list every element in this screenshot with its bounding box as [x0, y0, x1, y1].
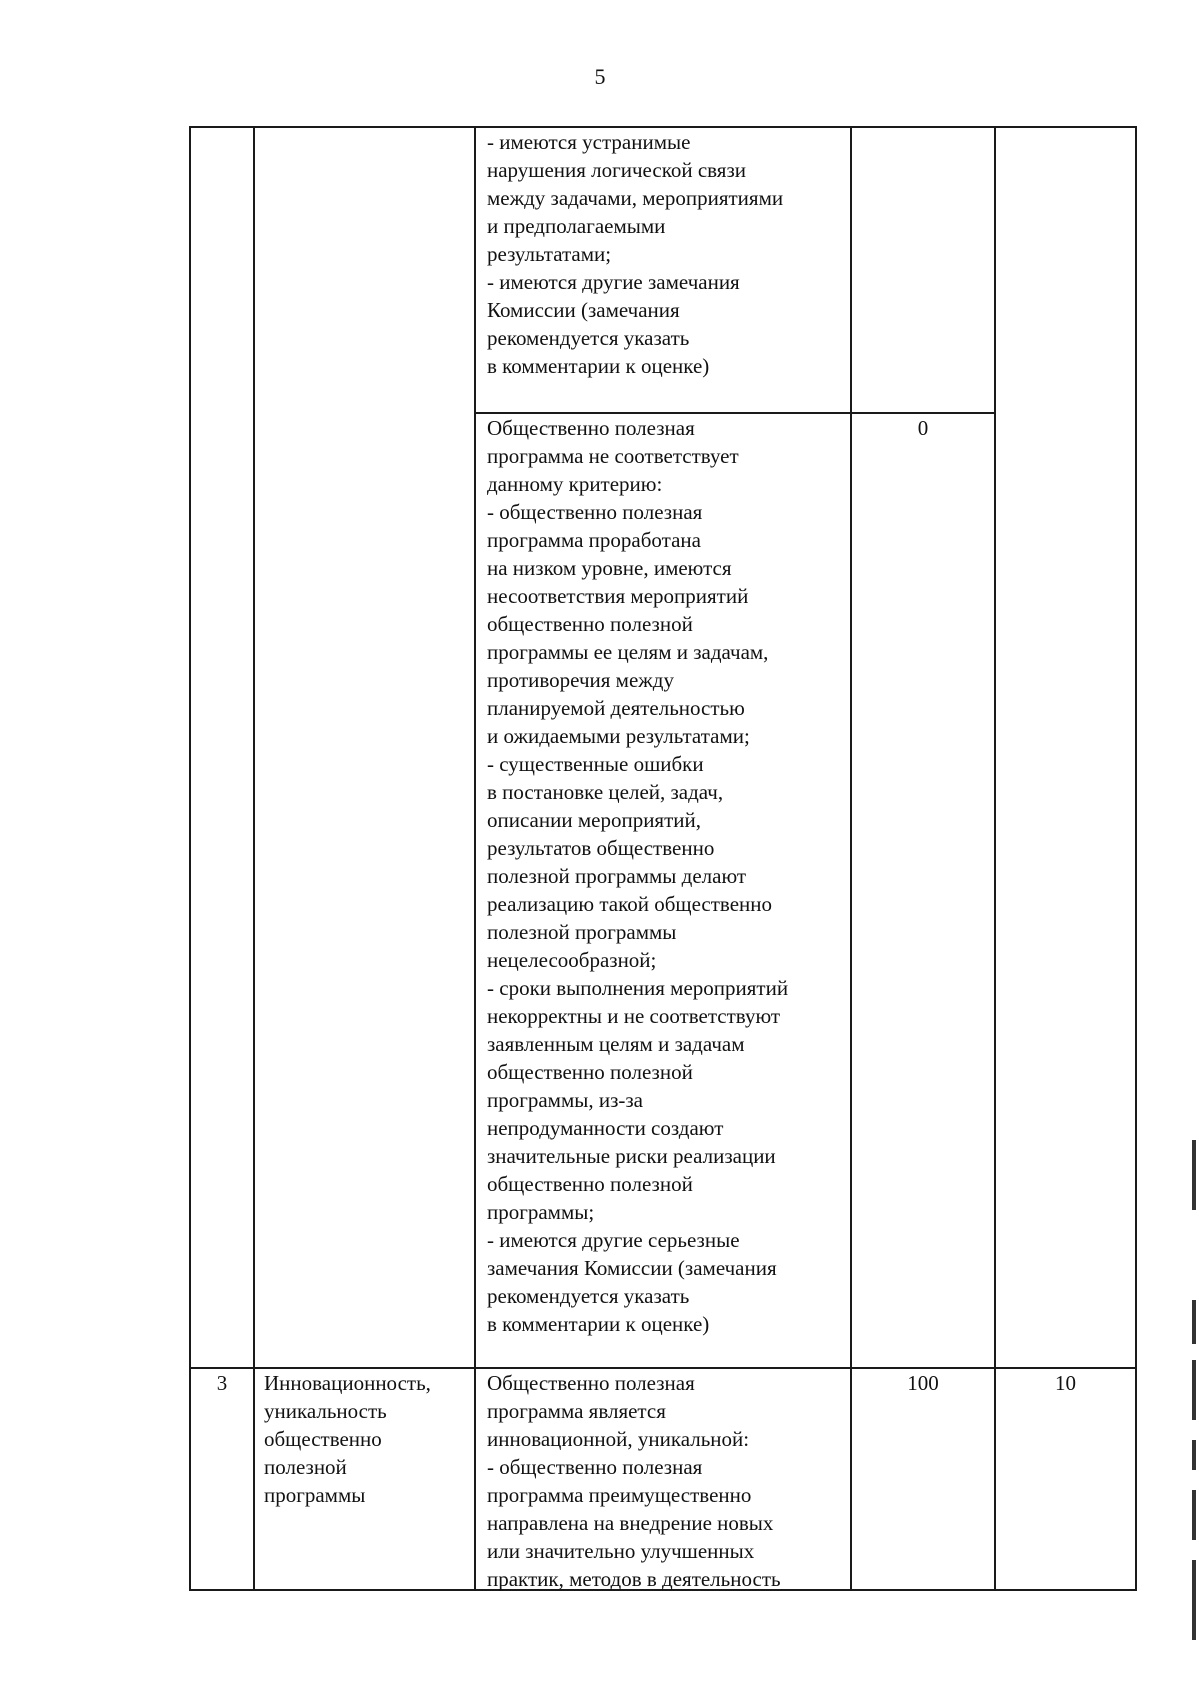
page-number: 5	[594, 64, 606, 89]
scan-edge-mark	[1192, 1360, 1196, 1420]
row-number-cell: 3	[216, 1371, 228, 1395]
score-cell: 100	[907, 1371, 939, 1395]
scan-edge-mark	[1192, 1560, 1196, 1640]
scan-edge-mark	[1192, 1440, 1196, 1470]
scan-edge-mark	[1192, 1300, 1196, 1344]
criterion-text-cell: - имеются устранимые нарушения логической связи между задачами, мероприятиями и предполагаемыми результатами; - имеются другие замечания Комиссии (замечания рекомендуется указать в комментарии к оценке)	[487, 130, 784, 378]
score-cell: 0	[917, 416, 929, 440]
criterion-text-cell: Общественно полезная программа является инновационной, уникальной: - общественно полезная программа преимущественно направлена на внедрение новых или значительно улучшенных практик, методов в деятельность	[487, 1371, 781, 1591]
col-border-2	[253, 126, 255, 1591]
criterion-name-cell: Инновационность, уникальность общественно полезной программы	[264, 1371, 431, 1507]
col-border-3	[474, 126, 476, 1591]
scan-edge-mark	[1192, 1490, 1196, 1540]
scan-edge-mark	[1192, 1140, 1196, 1210]
criterion-text-cell: Общественно полезная программа не соответствует данному критерию: - общественно полезная программа проработана на низком уровне, имеются несоответствия мероприятий общественно полезной программы ее целям и задачам, противоречия между планируемой деятельностью и ожидаемыми результатами; - существенные ошибки в постановке целей, задач, описании мероприятий, результатов общественно полезной программы делают реализацию такой общественно полезной программы нецелесообразной; - сроки выполнения мероприятий некорректны и не соответствуют заявленным целям и задачам общественно полезной программы, из-за непродуманности создают значительные риски реализации общественно полезной программы; - имеются другие серьезные замечания Комиссии (замечания рекомендуется указать в комментарии к оценке)	[487, 416, 789, 1336]
col-border-right	[1135, 126, 1137, 1591]
weight-cell: 10	[1055, 1371, 1076, 1395]
